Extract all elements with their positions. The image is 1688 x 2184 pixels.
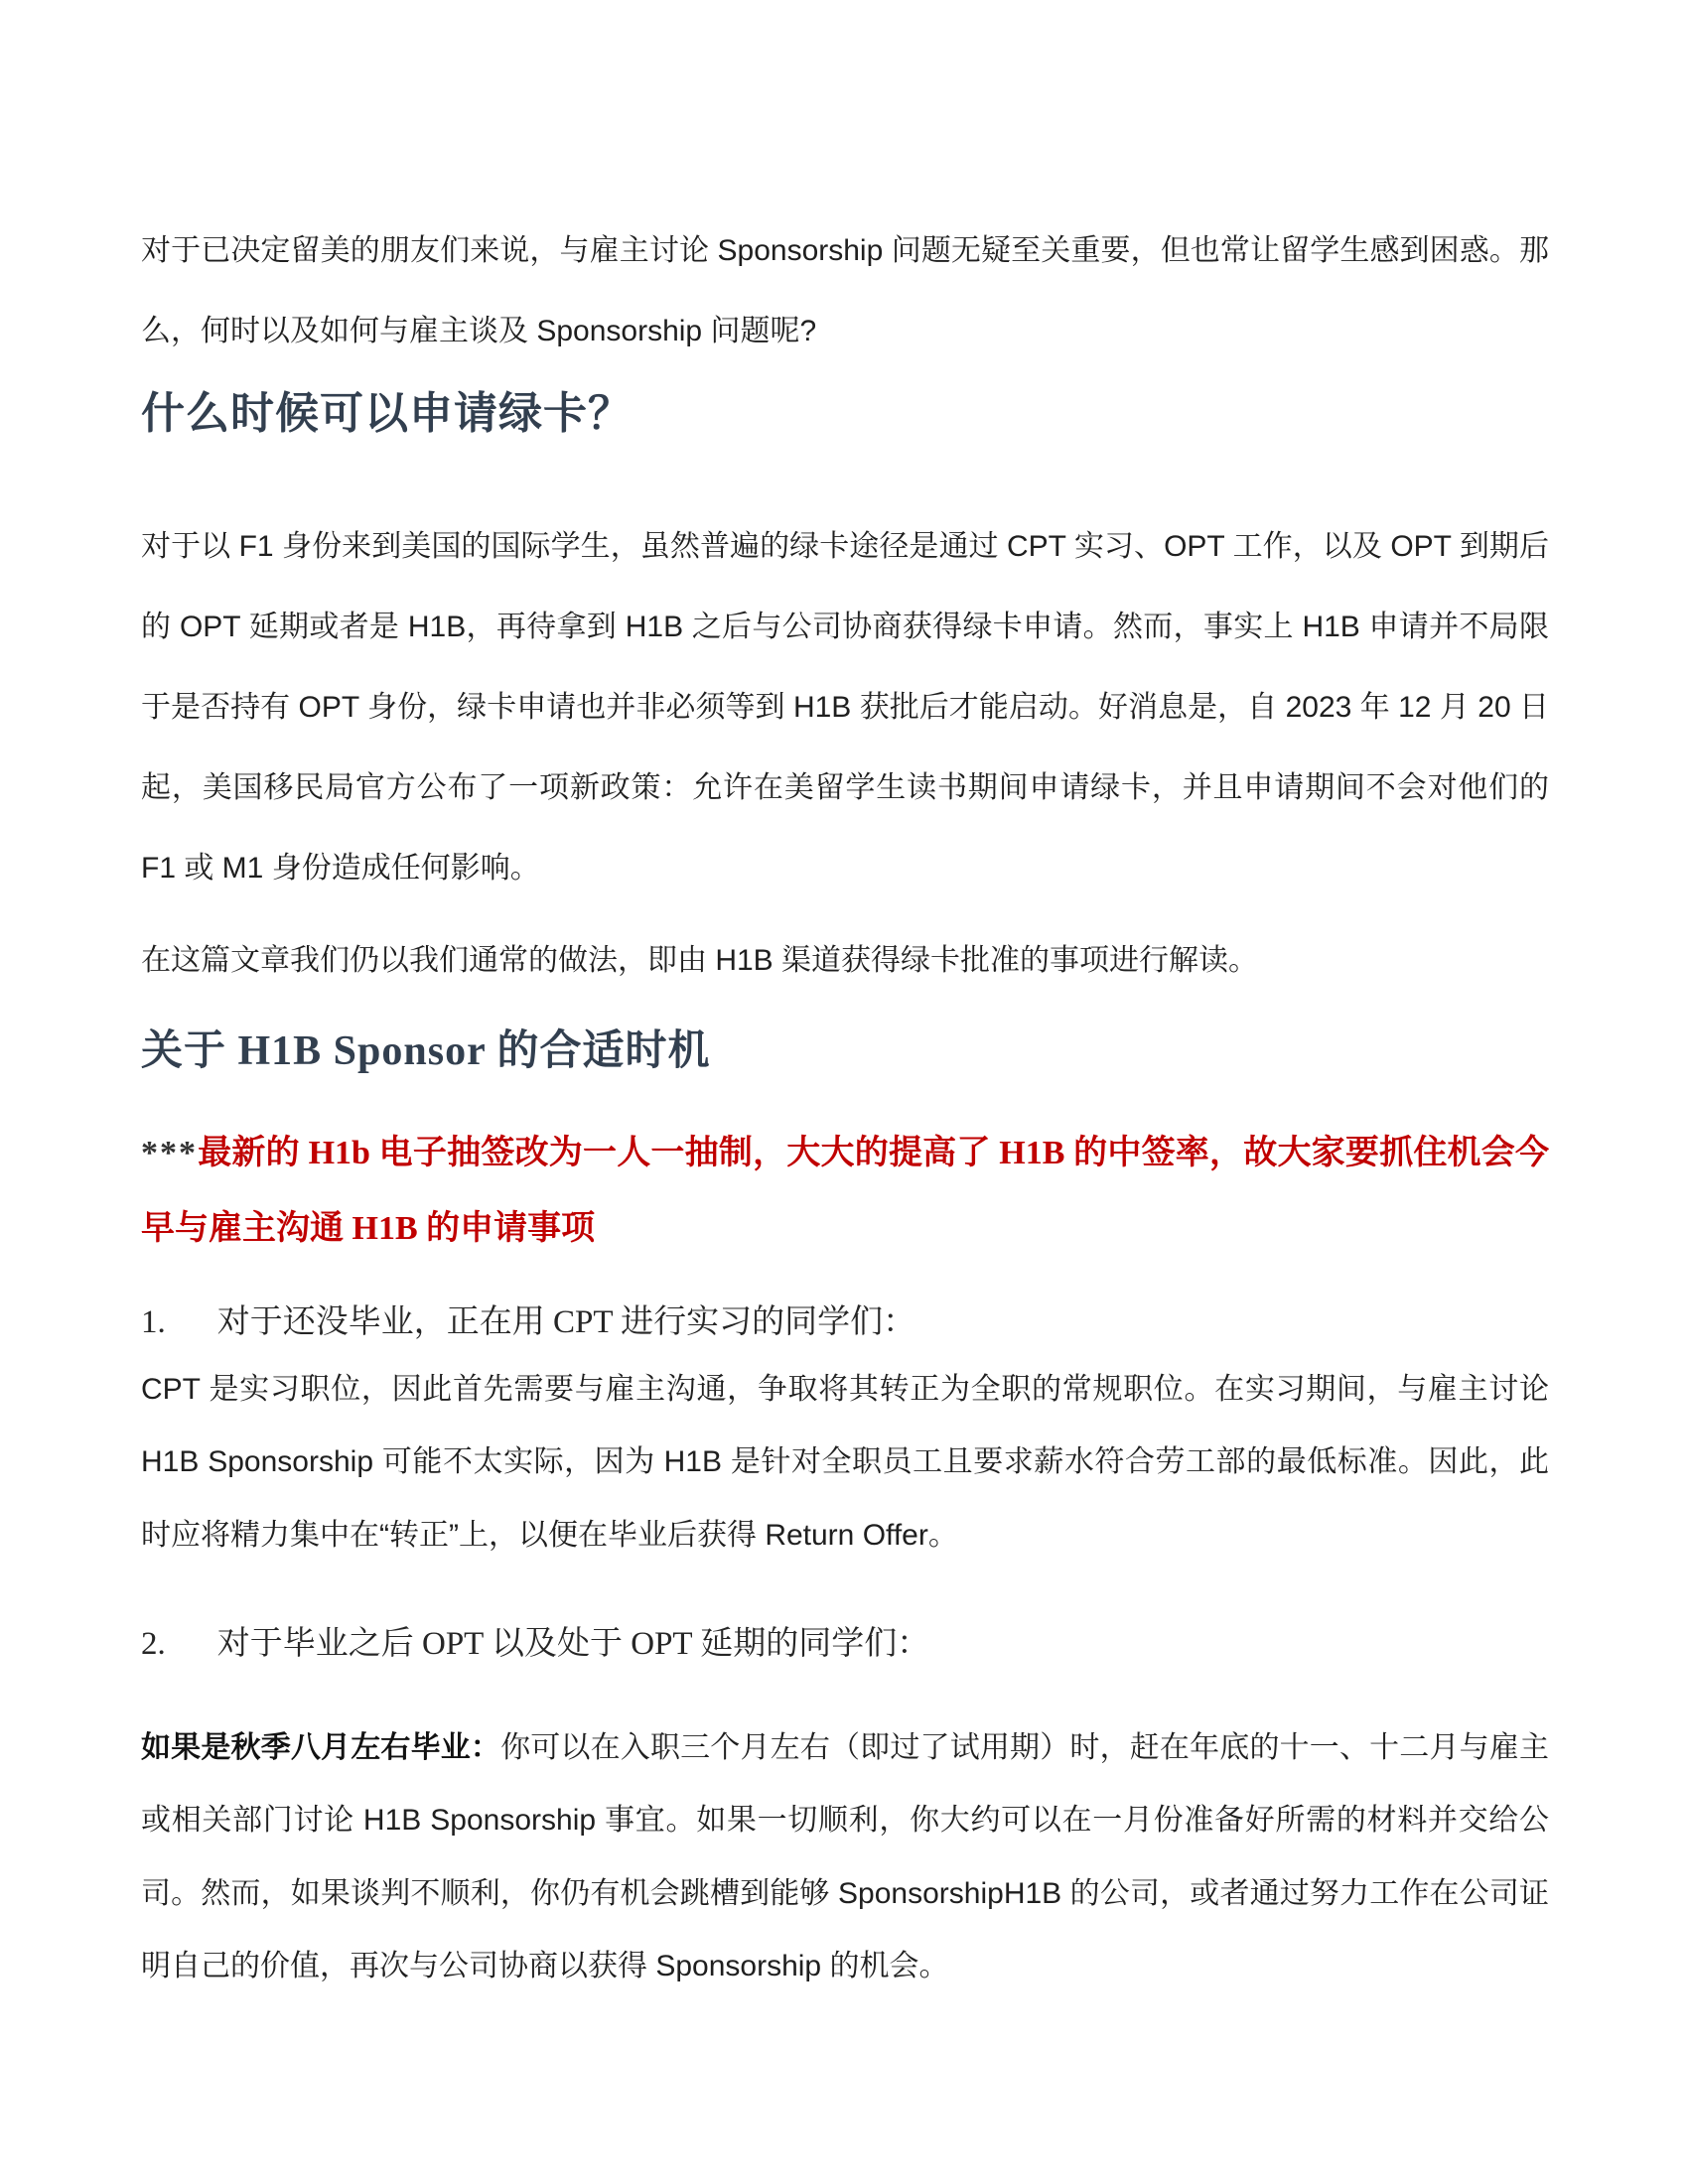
heading-h1b-sponsor-timing: 关于 H1B Sponsor 的合适时机	[141, 1028, 711, 1075]
fall-graduation-text: 你可以在入职三个月左右（即过了试用期）时，赶在年底的十一、十二月与雇主或相关部门讨论 H1B Sponsorship 事宜。如果一切顺利，你大约可以在一月份准备好所需的材料并交给公司。然而，如果谈判不顺利，你仍有机会跳槽到能够 SponsorshipH1B 的公司，或者通过努力工作在公司证明自己的价值，再次与公司协商以获得 Sponsorship 的机会。	[141, 1730, 1550, 1983]
list-item-opt-students	[141, 1621, 1549, 1667]
list-item-cpt-students	[141, 1299, 1549, 1345]
list-item-text: 对于毕业之后 OPT 以及处于 OPT 延期的同学们：	[216, 1626, 930, 1663]
list-item-text: 对于还没毕业，正在用 CPT 进行实习的同学们：	[216, 1303, 916, 1340]
paragraph-article-approach: 在这篇文章我们仍以我们通常的做法，即由 H1B 渠道获得绿卡批准的事项进行解读。	[141, 944, 1259, 978]
asterisk-prefix: ***	[141, 1134, 198, 1171]
intro-paragraph: 对于已决定留美的朋友们来说，与雇主讨论 Sponsorship 问题无疑至关重要，但也常让留学生感到困惑。那么，何时以及如何与雇主谈及 Sponsorship 问题呢?	[141, 234, 1549, 347]
paragraph-f1-pathways: 对于以 F1 身份来到美国的国际学生，虽然普遍的绿卡途径是通过 CPT 实习、OPT 工作，以及 OPT 到期后的 OPT 延期或者是 H1B，再待拿到 H1B 之后与公司协商获得绿卡申请。然而，事实上 H1B 申请并不局限于是否持有 OPT 身份，绿卡申请也并非必须等到 H1B 获批后才能启动。好消息是，自 2023 年 12 月 20 日起，美国移民局官方公布了一项新政策：允许在美留学生读书期间申请绿卡，并且申请期间不会对他们的 F1 或 M1 身份造成任何影响。	[141, 530, 1549, 886]
heading-when-apply-green-card: 什么时候可以申请绿卡？	[141, 389, 633, 438]
list-number: 2.	[141, 1626, 166, 1663]
red-highlight-note	[141, 1116, 1549, 1268]
list-number: 1.	[141, 1303, 166, 1340]
paragraph-cpt-advice: CPT 是实习职位，因此首先需要与雇主沟通，争取将其转正为全职的常规职位。在实习期间，与雇主讨论 H1B Sponsorship 可能不太实际，因为 H1B 是针对全职员工且要求薪水符合劳工部的最低标准。因此，此时应将精力集中在“转正”上，以便在毕业后获得 Return Offer。	[141, 1372, 1549, 1552]
red-note-text: 最新的 H1b 电子抽签改为一人一抽制，大大的提高了 H1B 的中签率，故大家要抓住机会今早与雇主沟通 H1B 的申请事项	[141, 1134, 1549, 1248]
paragraph-fall-graduation	[141, 1711, 1549, 2003]
fall-graduation-bold-lead: 如果是秋季八月左右毕业：	[141, 1730, 501, 1764]
